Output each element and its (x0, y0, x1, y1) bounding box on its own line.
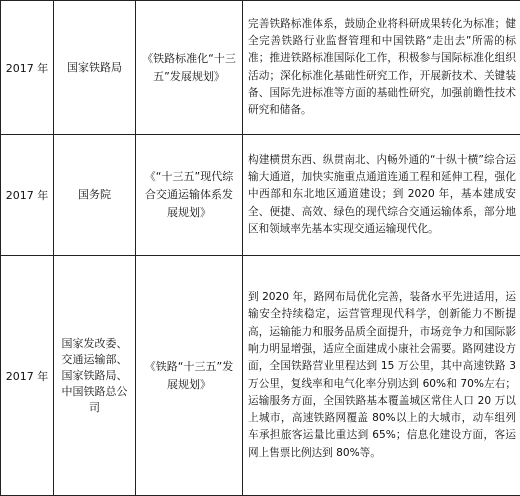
table-row (1, 135, 520, 256)
plan-cell: 《铁路“十三五”发展规划》 (136, 256, 243, 496)
table-row (1, 256, 520, 496)
year-cell: 2017 年 (1, 135, 54, 256)
plan-cell: 《铁路标准化“十三五”发展规划》 (136, 1, 243, 135)
content-cell: 构建横贯东西、纵贯南北、内畅外通的“十纵十横”综合运输大通道，加快实施重点通道连通工程和延伸工程，强化中西部和东北地区通道建设；到 2020 年，基本建成安全、便捷、高效、绿色的现代综合交通运输体系，部分地区和领域率先基本实现交通运输现代化。 (243, 135, 520, 256)
department-cell: 国务院 (54, 135, 136, 256)
department-cell: 国家铁路局 (54, 1, 136, 135)
content-cell: 完善铁路标准体系，鼓励企业将科研成果转化为标准；健全完善铁路行业监督管理和中国铁路“走出去”所需的标准；推进铁路标准国际化工作，积极参与国际标准化组织活动；深化标准化基础性研究工作，开展新技术、关键装备、国际先进标准等方面的基础性研究，加强前瞻性技术研究和储备。 (243, 1, 520, 135)
content-cell: 到 2020 年，路网布局优化完善，装备水平先进适用，运输安全持续稳定，运营管理现代科学，创新能力不断提高，运输能力和服务品质全面提升，市场竞争力和国际影响力明显增强，适应全面建成小康社会需要。路网建设方面，全国铁路营业里程达到 15 万公里，其中高速铁路 3 万公里，复线率和电气化率分别达到 60%和 70%左右；运输服务方面，全国铁路基本覆盖城区常住人口 20 万以上城市，高速铁路网覆盖 80%以上的大城市，动车组列车承担旅客运量比重达到 65%；信息化建设方面，客运网上售票比例达到 80%等。 (243, 256, 520, 496)
department-cell: 国家发改委、交通运输部、国家铁路局、中国铁路总公司 (54, 256, 136, 496)
plan-cell: 《“十三五”现代综合交通运输体系发展规划》 (136, 135, 243, 256)
year-cell: 2017 年 (1, 1, 54, 135)
table-row (1, 1, 520, 135)
year-cell: 2017 年 (1, 256, 54, 496)
